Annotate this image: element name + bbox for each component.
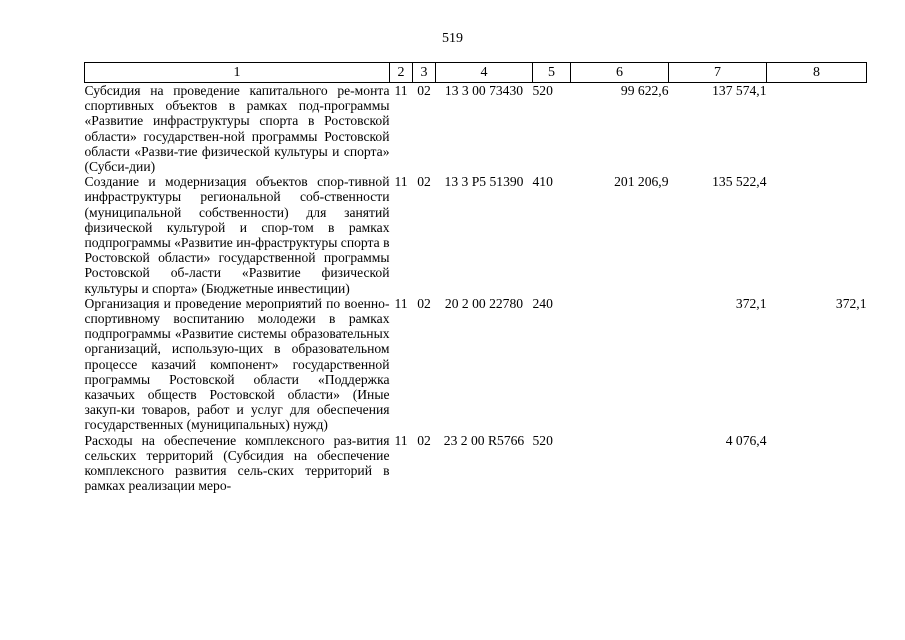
table-row [85, 296, 867, 433]
page-number: 519 [442, 31, 463, 46]
row-sum-col-7: 135 522,4 [712, 174, 767, 190]
row-target-article: 13 3 P5 51390 [444, 174, 524, 190]
row-description: Организация и проведение мероприятий по военно-спортивному воспитанию молодежи в рамках подпрограммы «Развитие системы образовательных организаций, использую-щих в образовательном процессе казачий компонент» государственной программы Ростовской области «Поддержка казачьих обществ Ростовской области» (Иные закуп-ки товаров, работ и услуг для обеспечения государственных (муниципальных) нужд) [84, 295, 390, 433]
table-header [85, 63, 867, 83]
row-sum-col-7: 372,1 [735, 295, 767, 311]
row-section-code: 11 [394, 174, 408, 190]
table-row [85, 174, 867, 296]
row-target-article: 20 2 00 22780 [444, 295, 524, 311]
row-subsection-code: 02 [417, 83, 431, 98]
table-row [85, 83, 867, 175]
row-description: Субсидия на проведение капитального ре-монта спортивных объектов в рамках под-программы «Развитие инфраструктуры спорта в Ростовской области» государствен-ной программы Ростовской области «Разви-тие физической культуры и спорта» (Субси-дии) [84, 83, 390, 175]
row-expense-type: 520 [532, 83, 553, 98]
row-expense-type: 240 [532, 295, 553, 311]
header-col-2: 2 [390, 63, 413, 83]
row-sum-col-7: 137 574,1 [712, 83, 767, 98]
row-sum-col-8 [767, 83, 867, 175]
header-col-7: 7 [669, 63, 767, 83]
row-sum-col-6 [571, 296, 669, 433]
header-row [85, 63, 867, 83]
row-subsection-code: 02 [417, 174, 431, 190]
table-row [85, 433, 867, 494]
row-sum-col-8 [767, 174, 867, 296]
row-section-code: 11 [394, 295, 408, 311]
header-col-5: 5 [533, 63, 571, 83]
row-description: Расходы на обеспечение комплексного раз-вития сельских территорий (Субсидия на обеспечение комплексного развития сель-ских территорий в рамках реализации меро- [84, 432, 390, 494]
row-target-article: 23 2 00 R5766 [443, 432, 525, 448]
header-col-8: 8 [767, 63, 867, 83]
row-sum-col-6: 201 206,9 [614, 174, 669, 190]
row-target-article: 13 3 00 73430 [444, 83, 524, 98]
row-description: Создание и модернизация объектов спор-тивной инфраструктуры региональной соб-ственности (муниципальной собственности) для занятий физической культурой и спор-том в рамках подпрограммы «Развитие ин-фраструктуры спорта в Ростовской области» государственной программы Ростовской об-ласти «Развитие физической культуры и спорта» (Бюджетные инвестиции) [84, 174, 390, 296]
header-col-3: 3 [413, 63, 436, 83]
row-subsection-code: 02 [417, 432, 431, 448]
budget-table [84, 62, 867, 493]
row-expense-type: 520 [532, 432, 553, 448]
header-col-1: 1 [85, 63, 390, 83]
row-subsection-code: 02 [417, 295, 431, 311]
header-col-6: 6 [571, 63, 669, 83]
row-sum-col-8: 372,1 [835, 295, 867, 311]
header-col-4: 4 [436, 63, 533, 83]
row-sum-col-6 [571, 433, 669, 494]
row-sum-col-7: 4 076,4 [725, 432, 767, 448]
row-sum-col-6: 99 622,6 [620, 83, 669, 98]
row-expense-type: 410 [532, 174, 553, 190]
table-body [85, 83, 867, 494]
row-sum-col-8 [767, 433, 867, 494]
row-section-code: 11 [394, 432, 408, 448]
row-section-code: 11 [394, 83, 408, 98]
